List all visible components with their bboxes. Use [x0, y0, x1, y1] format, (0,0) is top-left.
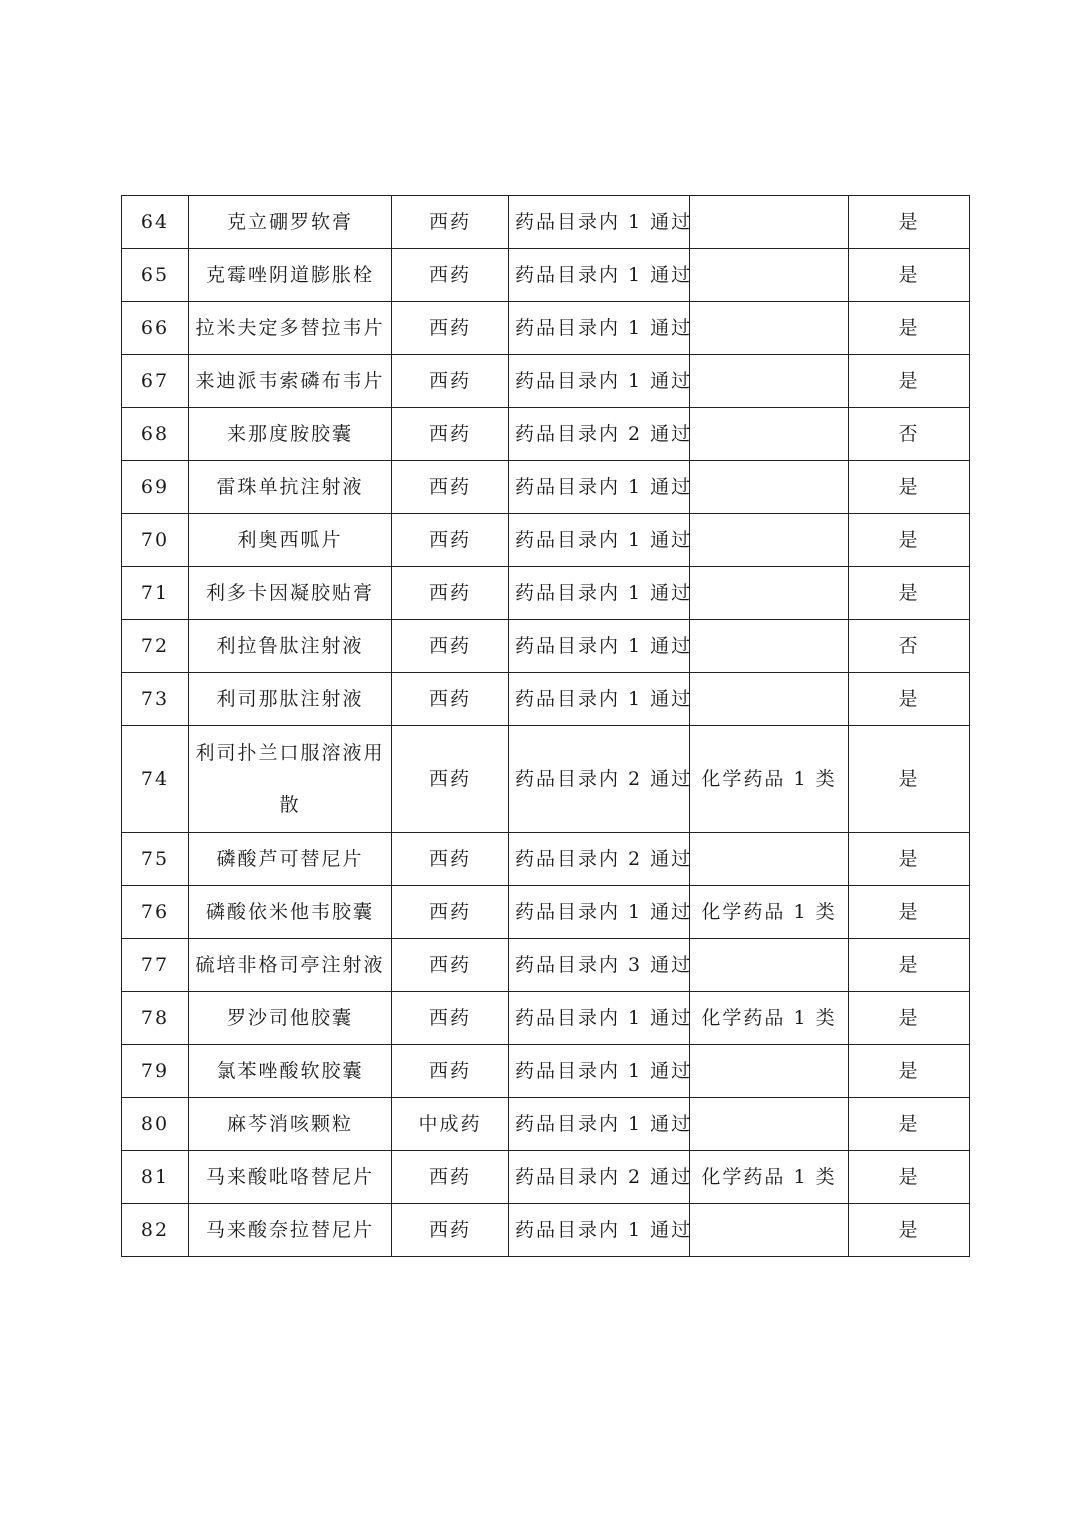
drug-class-cell [690, 833, 849, 886]
row-number-cell: 77 [122, 939, 189, 992]
table-row [122, 408, 970, 461]
table-row [122, 673, 970, 726]
drug-class-cell [690, 249, 849, 302]
table-row [122, 196, 970, 249]
flag-cell: 是 [849, 302, 970, 355]
catalog-status-cell: 药品目录内 2 通过 [509, 833, 690, 886]
catalog-status-cell: 药品目录内 1 通过 [509, 1045, 690, 1098]
drug-name-cell: 马来酸吡咯替尼片 [189, 1151, 392, 1204]
table-row [122, 1045, 970, 1098]
drug-class-cell [690, 196, 849, 249]
flag-cell: 否 [849, 620, 970, 673]
drug-type-cell: 西药 [392, 1045, 509, 1098]
catalog-status-cell: 药品目录内 3 通过 [509, 939, 690, 992]
table-row [122, 249, 970, 302]
drug-name-cell: 拉米夫定多替拉韦片 [189, 302, 392, 355]
drug-name-cell: 氯苯唑酸软胶囊 [189, 1045, 392, 1098]
table-row [122, 355, 970, 408]
row-number-cell: 66 [122, 302, 189, 355]
drug-name-cell: 来那度胺胶囊 [189, 408, 392, 461]
table-row [122, 939, 970, 992]
table-row [122, 992, 970, 1045]
flag-cell: 是 [849, 355, 970, 408]
row-number-cell: 78 [122, 992, 189, 1045]
row-number-cell: 81 [122, 1151, 189, 1204]
catalog-status-cell: 药品目录内 1 通过 [509, 355, 690, 408]
drug-type-cell: 西药 [392, 567, 509, 620]
catalog-status-cell: 药品目录内 1 通过 [509, 673, 690, 726]
flag-cell: 是 [849, 1045, 970, 1098]
drug-type-cell: 西药 [392, 992, 509, 1045]
flag-cell: 是 [849, 514, 970, 567]
table-row [122, 833, 970, 886]
drug-type-cell: 西药 [392, 461, 509, 514]
row-number-cell: 74 [122, 726, 189, 833]
table-row [122, 726, 970, 833]
drug-class-cell: 化学药品 1 类 [690, 886, 849, 939]
catalog-status-cell: 药品目录内 1 通过 [509, 620, 690, 673]
drug-class-cell [690, 567, 849, 620]
row-number-cell: 76 [122, 886, 189, 939]
row-number-cell: 64 [122, 196, 189, 249]
drug-class-cell [690, 620, 849, 673]
table-row [122, 461, 970, 514]
table-row [122, 620, 970, 673]
catalog-status-cell: 药品目录内 1 通过 [509, 196, 690, 249]
table-row [122, 567, 970, 620]
row-number-cell: 73 [122, 673, 189, 726]
drug-class-cell [690, 514, 849, 567]
drug-name-cell: 利多卡因凝胶贴膏 [189, 567, 392, 620]
drug-type-cell: 西药 [392, 620, 509, 673]
drug-name-cell: 马来酸奈拉替尼片 [189, 1204, 392, 1257]
table-row [122, 514, 970, 567]
drug-class-cell [690, 1098, 849, 1151]
drug-name-cell: 硫培非格司亭注射液 [189, 939, 392, 992]
catalog-status-cell: 药品目录内 1 通过 [509, 567, 690, 620]
drug-type-cell: 西药 [392, 726, 509, 833]
flag-cell: 是 [849, 1151, 970, 1204]
drug-name-cell: 利司扑兰口服溶液用散 [189, 726, 392, 833]
row-number-cell: 67 [122, 355, 189, 408]
drug-type-cell: 西药 [392, 833, 509, 886]
catalog-status-cell: 药品目录内 1 通过 [509, 461, 690, 514]
drug-name-cell: 克霉唑阴道膨胀栓 [189, 249, 392, 302]
row-number-cell: 65 [122, 249, 189, 302]
drug-class-cell [690, 355, 849, 408]
flag-cell: 是 [849, 833, 970, 886]
flag-cell: 是 [849, 196, 970, 249]
drug-type-cell: 西药 [392, 249, 509, 302]
table-row [122, 886, 970, 939]
drug-name-cell: 利司那肽注射液 [189, 673, 392, 726]
table-row [122, 302, 970, 355]
row-number-cell: 80 [122, 1098, 189, 1151]
flag-cell: 是 [849, 939, 970, 992]
drug-name-cell: 利奥西呱片 [189, 514, 392, 567]
flag-cell: 是 [849, 461, 970, 514]
drug-class-cell: 化学药品 1 类 [690, 1151, 849, 1204]
drug-name-cell: 磷酸芦可替尼片 [189, 833, 392, 886]
table-row [122, 1098, 970, 1151]
drug-class-cell [690, 1204, 849, 1257]
flag-cell: 是 [849, 726, 970, 833]
drug-type-cell: 西药 [392, 355, 509, 408]
drug-type-cell: 西药 [392, 1151, 509, 1204]
row-number-cell: 71 [122, 567, 189, 620]
drug-name-cell: 罗沙司他胶囊 [189, 992, 392, 1045]
catalog-status-cell: 药品目录内 2 通过 [509, 726, 690, 833]
catalog-status-cell: 药品目录内 1 通过 [509, 992, 690, 1045]
flag-cell: 是 [849, 249, 970, 302]
drug-type-cell: 西药 [392, 514, 509, 567]
drug-class-cell [690, 939, 849, 992]
catalog-status-cell: 药品目录内 1 通过 [509, 514, 690, 567]
drug-type-cell: 西药 [392, 196, 509, 249]
catalog-status-cell: 药品目录内 2 通过 [509, 408, 690, 461]
row-number-cell: 75 [122, 833, 189, 886]
flag-cell: 是 [849, 1098, 970, 1151]
catalog-status-cell: 药品目录内 1 通过 [509, 1098, 690, 1151]
drug-name-cell: 磷酸依米他韦胶囊 [189, 886, 392, 939]
drug-name-cell: 克立硼罗软膏 [189, 196, 392, 249]
drug-class-cell: 化学药品 1 类 [690, 992, 849, 1045]
drug-class-cell [690, 1045, 849, 1098]
catalog-status-cell: 药品目录内 1 通过 [509, 1204, 690, 1257]
table-row [122, 1151, 970, 1204]
drug-type-cell: 西药 [392, 939, 509, 992]
drug-class-cell [690, 302, 849, 355]
drug-name-cell: 利拉鲁肽注射液 [189, 620, 392, 673]
catalog-status-cell: 药品目录内 1 通过 [509, 302, 690, 355]
table-body [122, 196, 970, 1257]
drug-type-cell: 西药 [392, 1204, 509, 1257]
row-number-cell: 72 [122, 620, 189, 673]
drug-class-cell: 化学药品 1 类 [690, 726, 849, 833]
drug-type-cell: 西药 [392, 408, 509, 461]
drug-type-cell: 西药 [392, 886, 509, 939]
drug-name-cell: 雷珠单抗注射液 [189, 461, 392, 514]
flag-cell: 否 [849, 408, 970, 461]
drug-name-cell: 麻芩消咳颗粒 [189, 1098, 392, 1151]
row-number-cell: 82 [122, 1204, 189, 1257]
catalog-status-cell: 药品目录内 1 通过 [509, 249, 690, 302]
drug-type-cell: 西药 [392, 302, 509, 355]
drug-name-cell: 来迪派韦索磷布韦片 [189, 355, 392, 408]
flag-cell: 是 [849, 992, 970, 1045]
flag-cell: 是 [849, 567, 970, 620]
catalog-status-cell: 药品目录内 2 通过 [509, 1151, 690, 1204]
drug-type-cell: 中成药 [392, 1098, 509, 1151]
drug-class-cell [690, 673, 849, 726]
table-row [122, 1204, 970, 1257]
flag-cell: 是 [849, 886, 970, 939]
drug-list-table [121, 195, 970, 1257]
row-number-cell: 70 [122, 514, 189, 567]
drug-class-cell [690, 461, 849, 514]
drug-class-cell [690, 408, 849, 461]
flag-cell: 是 [849, 1204, 970, 1257]
flag-cell: 是 [849, 673, 970, 726]
catalog-status-cell: 药品目录内 1 通过 [509, 886, 690, 939]
row-number-cell: 79 [122, 1045, 189, 1098]
drug-type-cell: 西药 [392, 673, 509, 726]
row-number-cell: 68 [122, 408, 189, 461]
row-number-cell: 69 [122, 461, 189, 514]
